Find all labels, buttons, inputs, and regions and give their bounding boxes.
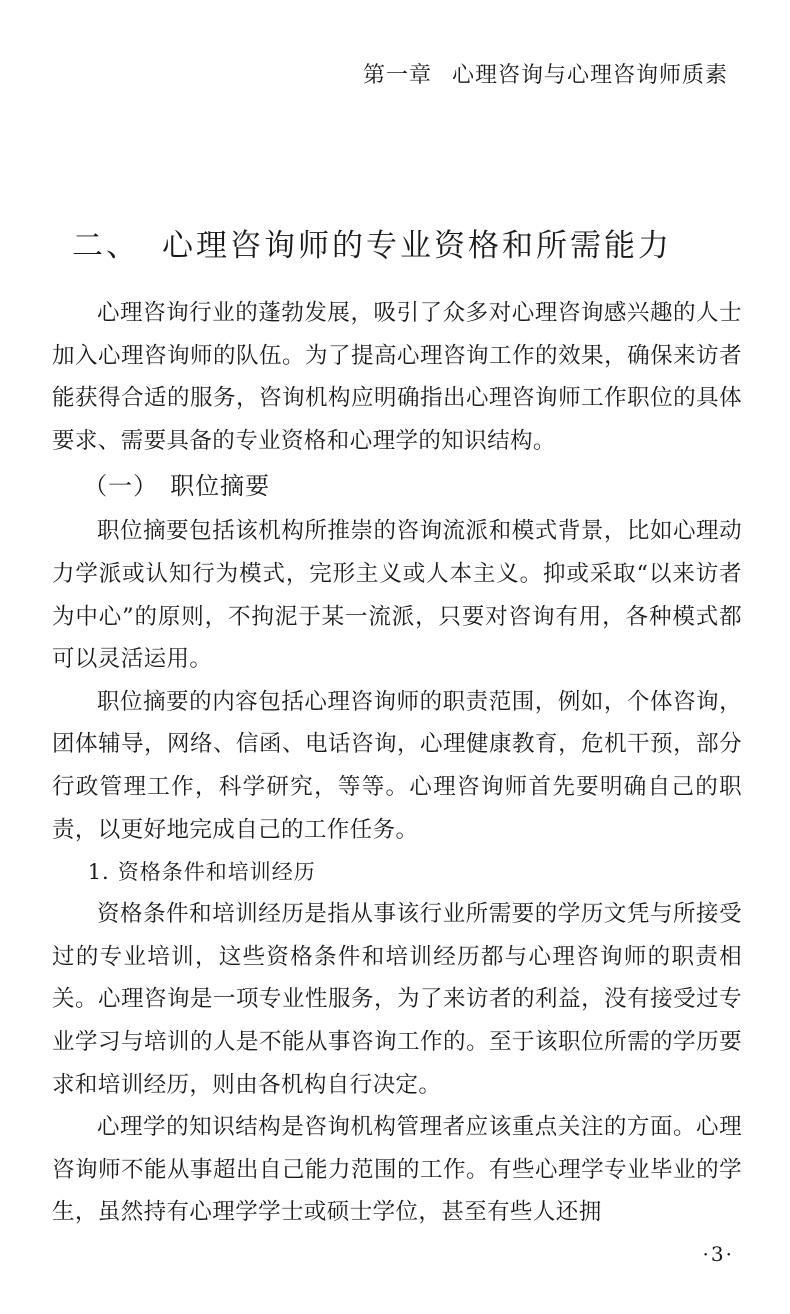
subsection-title: 职位摘要 [170,472,271,501]
paragraph-knowledge-structure: 心理学的知识结构是咨询机构管理者应该重点关注的方面。心理咨询师不能从事超出自己能力范围的工作。有些心理学专业毕业的学生，虽然持有心理学学士或硕士学位，甚至有些人还拥 [52,1114,742,1226]
subsection-heading [52,462,742,510]
paragraph-job-summary-schools: 职位摘要包括该机构所推崇的咨询流派和模式背景，比如心理动力学派或认知行为模式，完形主义或人本主义。抑或采取“以来访者为中心”的原则，不拘泥于某一流派，只要对咨询有用，各种模式都可以灵活运用。 [52,518,742,673]
item-number: 1. [87,860,110,885]
body-text [52,292,742,1234]
paragraph-job-summary-duties: 职位摘要的内容包括心理咨询师的职责范围，例如，个体咨询，团体辅导，网络、信函、电话咨询，心理健康教育，危机干预，部分行政管理工作，科学研究，等等。心理咨询师首先要明确自己的职责，以更好地完成自己的工作任务。 [52,688,742,843]
section-number: 二、 [72,228,140,264]
page-number: ·3· [702,1242,734,1266]
paragraph-intro: 心理咨询行业的蓬勃发展，吸引了众多对心理咨询感兴趣的人士加入心理咨询师的队伍。为了提高心理咨询工作的效果，确保来访者能获得合适的服务，咨询机构应明确指出心理咨询师工作职位的具体要求、需要具备的专业资格和心理学的知识结构。 [52,300,742,454]
paragraph-qualifications: 资格条件和培训经历是指从事该行业所需要的学历文凭与所接受过的专业培训，这些资格条件和培训经历都与心理咨询师的职责相关。心理咨询是一项专业性服务，为了来访者的利益，没有接受过专业学习与培训的人是不能从事咨询工作的。至于该职位所需的学历要求和培训经历，则由各机构自行决定。 [52,901,742,1098]
running-header [363,58,728,89]
chapter-title: 心理咨询与心理咨询师质素 [451,63,728,88]
section-title: 心理咨询师的专业资格和所需能力 [162,228,672,264]
item-heading [52,851,742,893]
section-heading [72,220,672,265]
subsection-number: （一） [83,472,159,501]
chapter-number: 第一章 [362,63,432,88]
item-title: 资格条件和培训经历 [117,860,316,885]
